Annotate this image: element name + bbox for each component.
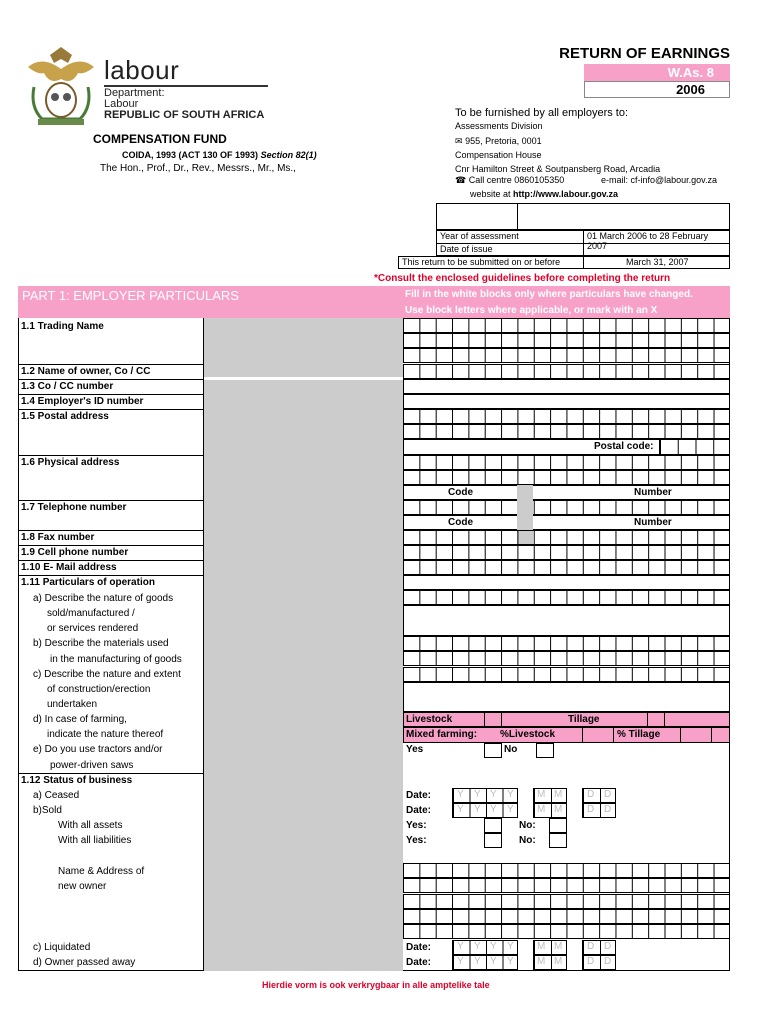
pct-livestock-label: %Livestock [500,729,556,740]
part1-instruction-2: Use block letters where applicable, or mark with an X [405,305,658,316]
trading-name-row-2[interactable] [403,333,730,348]
act-text: COIDA, 1993 (ACT 130 OF 1993) [122,150,259,160]
op-a-line1: a) Describe the nature of goods [33,593,174,604]
ceased-date-label: Date: [406,790,432,801]
physical-row-2[interactable] [403,470,730,485]
submit-label: This return to be submitted on or before [402,257,561,267]
guidelines-notice: *Consult the enclosed guidelines before completing the return [374,273,671,284]
owner-name-row[interactable] [403,364,730,379]
sold-date-month[interactable]: M M [533,803,567,818]
construction-row-2[interactable] [403,682,730,712]
phone-icon: ☎ [455,175,467,185]
liquidated-date-month[interactable]: M M [533,940,567,955]
fax-input[interactable] [403,530,730,545]
liabilities-no-checkbox[interactable] [549,833,567,848]
telephone-code-label: Code [448,487,473,498]
goods-row-2[interactable] [403,605,730,636]
grey-block-2 [203,380,403,458]
field-1-2-label: 1.2 Name of owner, Co / CC [21,366,151,377]
field-1-6-label: 1.6 Physical address [21,457,120,468]
passed-date-day[interactable]: D D [582,955,616,970]
materials-row-1[interactable] [403,636,730,651]
co-cc-number-input[interactable] [403,379,730,394]
sold-date-year[interactable]: Y Y Y Y [452,803,518,818]
website-line [470,189,618,199]
op-e-line2: power-driven saws [50,760,134,771]
passed-date-year[interactable]: Y Y Y Y [452,955,518,970]
op-c-line2: of construction/erection [47,684,151,695]
website-link[interactable]: http://www.labour.gov.za [513,189,619,199]
liabilities-yes-checkbox[interactable] [484,833,502,848]
op-a-line3: or services rendered [47,623,139,634]
op-d-line2: indicate the nature thereof [47,729,164,740]
fax-number-label: Number [634,517,672,528]
email-text: e-mail: cf-info@labour.gov.za [601,175,718,185]
op-b-line1: b) Describe the materials used [33,638,169,649]
postal-code-input[interactable] [659,439,730,455]
liquidated-date-day[interactable]: D D [582,940,616,955]
grey-block-3 [203,455,403,971]
construction-row-1[interactable] [403,667,730,682]
op-d-line1: d) In case of farming, [33,714,127,725]
status-liquidated-label: c) Liquidated [33,942,91,953]
liquidated-date-year[interactable]: Y Y Y Y [452,940,518,955]
new-owner-row-1[interactable] [403,863,730,878]
tractors-no-checkbox[interactable] [536,743,554,758]
dept-line: Labour [104,98,139,110]
form-code-badge: W.As. 8 [584,64,730,81]
passed-date-label: Date: [406,957,432,968]
op-a-line2: sold/manufactured / [47,608,135,619]
materials-row-2[interactable] [403,651,730,666]
assets-no-checkbox[interactable] [549,818,567,833]
department-block [104,88,264,121]
act-section: Section 82(1) [260,150,317,160]
issue-label: Date of issue [440,244,493,254]
part1-title: PART 1: EMPLOYER PARTICULARS [22,288,239,303]
assets-yes-checkbox[interactable] [484,818,502,833]
coat-of-arms-emblem [22,45,100,127]
liquidated-date-label: Date: [406,942,432,953]
field-1-9-label: 1.9 Cell phone number [21,547,129,558]
passed-date-month[interactable]: M M [533,955,567,970]
footer-note: Hierdie vorm is ook verkrygbaar in alle amptelike tale [262,980,490,990]
tillage-label: Tillage [568,714,600,725]
po-box-line [455,136,542,147]
telephone-input[interactable] [403,500,730,515]
postal-row-2[interactable] [403,424,730,439]
year-value: 01 March 2006 to 28 February 2007 [587,231,709,251]
furnish-text: To be furnished by all employers to: [455,107,629,119]
pct-tillage-input[interactable] [680,727,712,743]
sold-assets-label: With all assets [58,820,123,831]
act-reference [122,150,317,160]
tractors-no-label: No [504,744,518,755]
trading-name-row-1[interactable] [403,318,730,333]
pct-tillage-label: % Tillage [617,729,661,740]
postal-code-label: Postal code: [594,441,654,452]
website-label: website at [470,189,514,199]
field-1-11-label: 1.11 Particulars of operation [21,577,155,588]
livestock-checkbox[interactable] [484,712,502,727]
particulars-blank [403,575,730,590]
grey-block-1 [203,318,403,377]
status-sold-label: b)Sold [33,805,62,816]
street-text: Cnr Hamilton Street & Soutpansberg Road, Arcadia [455,164,661,174]
op-c-line1: c) Describe the nature and extent [33,669,181,680]
new-owner-row-2[interactable] [403,878,730,893]
goods-row-1[interactable] [403,590,730,605]
tillage-checkbox[interactable] [647,712,665,727]
liabilities-yes-label: Yes: [406,835,427,846]
callcentre-line [455,175,564,186]
house-text: Compensation House [455,150,542,160]
physical-row-1[interactable] [403,455,730,470]
dept-line: REPUBLIC OF SOUTH AFRICA [104,109,265,121]
reference-box-1[interactable] [436,203,518,230]
envelope-icon: ✉ [455,136,463,146]
callcentre-text: Call centre 0860105350 [468,175,565,185]
fax-code-label: Code [448,517,473,528]
field-1-5-label: 1.5 Postal address [21,411,109,422]
sold-date-day[interactable]: D D [582,803,616,818]
ceased-date-month[interactable]: M M [533,788,567,803]
livestock-label: Livestock [406,714,453,725]
new-owner-row-4[interactable] [403,909,730,924]
status-passed-label: d) Owner passed away [33,957,136,968]
assets-no-label: No: [519,820,536,831]
trading-name-row-3[interactable] [403,348,730,363]
tractors-yes-label: Yes [406,744,424,755]
field-1-8-label: 1.8 Fax number [21,532,95,543]
year-label: Year of assessment [440,231,519,241]
new-owner-label-1: Name & Address of [58,866,145,877]
new-owner-row-5[interactable] [403,924,730,939]
division-text: Assessments Division [455,121,543,131]
assessment-table [398,230,730,269]
mixed-farming-label: Mixed farming: [406,729,478,740]
tractors-yes-checkbox[interactable] [484,743,502,758]
cell-phone-input[interactable] [403,545,730,560]
dept-line: Department: [104,87,165,99]
op-c-line3: undertaken [47,699,98,710]
employer-id-input[interactable] [403,394,730,409]
postal-row-1[interactable] [403,409,730,424]
field-1-10-label: 1.10 E- Mail address [21,562,117,573]
sold-date-label: Date: [406,805,432,816]
field-1-12-label: 1.12 Status of business [21,775,133,786]
fund-name: COMPENSATION FUND [93,132,227,146]
form-year: 2006 [584,81,730,98]
document-title: RETURN OF EARNINGS [559,45,730,62]
pct-livestock-input[interactable] [582,727,614,743]
part1-instruction-1: Fill in the white blocks only where particulars have changed. [405,289,693,300]
po-box-text: 955, Pretoria, 0001 [465,136,542,146]
sold-liabilities-label: With all liabilities [58,835,132,846]
liabilities-no-label: No: [519,835,536,846]
new-owner-row-3[interactable] [403,894,730,909]
ceased-date-day[interactable]: D D [582,788,616,803]
logo-wordmark: labour [104,55,180,85]
status-ceased-label: a) Ceased [33,790,80,801]
submit-value: March 31, 2007 [626,257,689,267]
field-1-3-label: 1.3 Co / CC number [21,381,114,392]
telephone-number-label: Number [634,487,672,498]
op-b-line2: in the manufacturing of goods [50,654,182,665]
assets-yes-label: Yes: [406,820,427,831]
op-e-line1: e) Do you use tractors and/or [33,744,163,755]
new-owner-label-2: new owner [58,881,107,892]
email-input[interactable] [403,560,730,575]
salutation-text: The Hon., Prof., Dr., Rev., Messrs., Mr., Ms., [100,163,296,174]
reference-box-2[interactable] [517,203,730,230]
ceased-date-year[interactable]: Y Y Y Y [452,788,518,803]
field-1-7-label: 1.7 Telephone number [21,502,127,513]
field-1-4-label: 1.4 Employer's ID number [21,396,144,407]
field-1-1-label: 1.1 Trading Name [21,321,104,332]
